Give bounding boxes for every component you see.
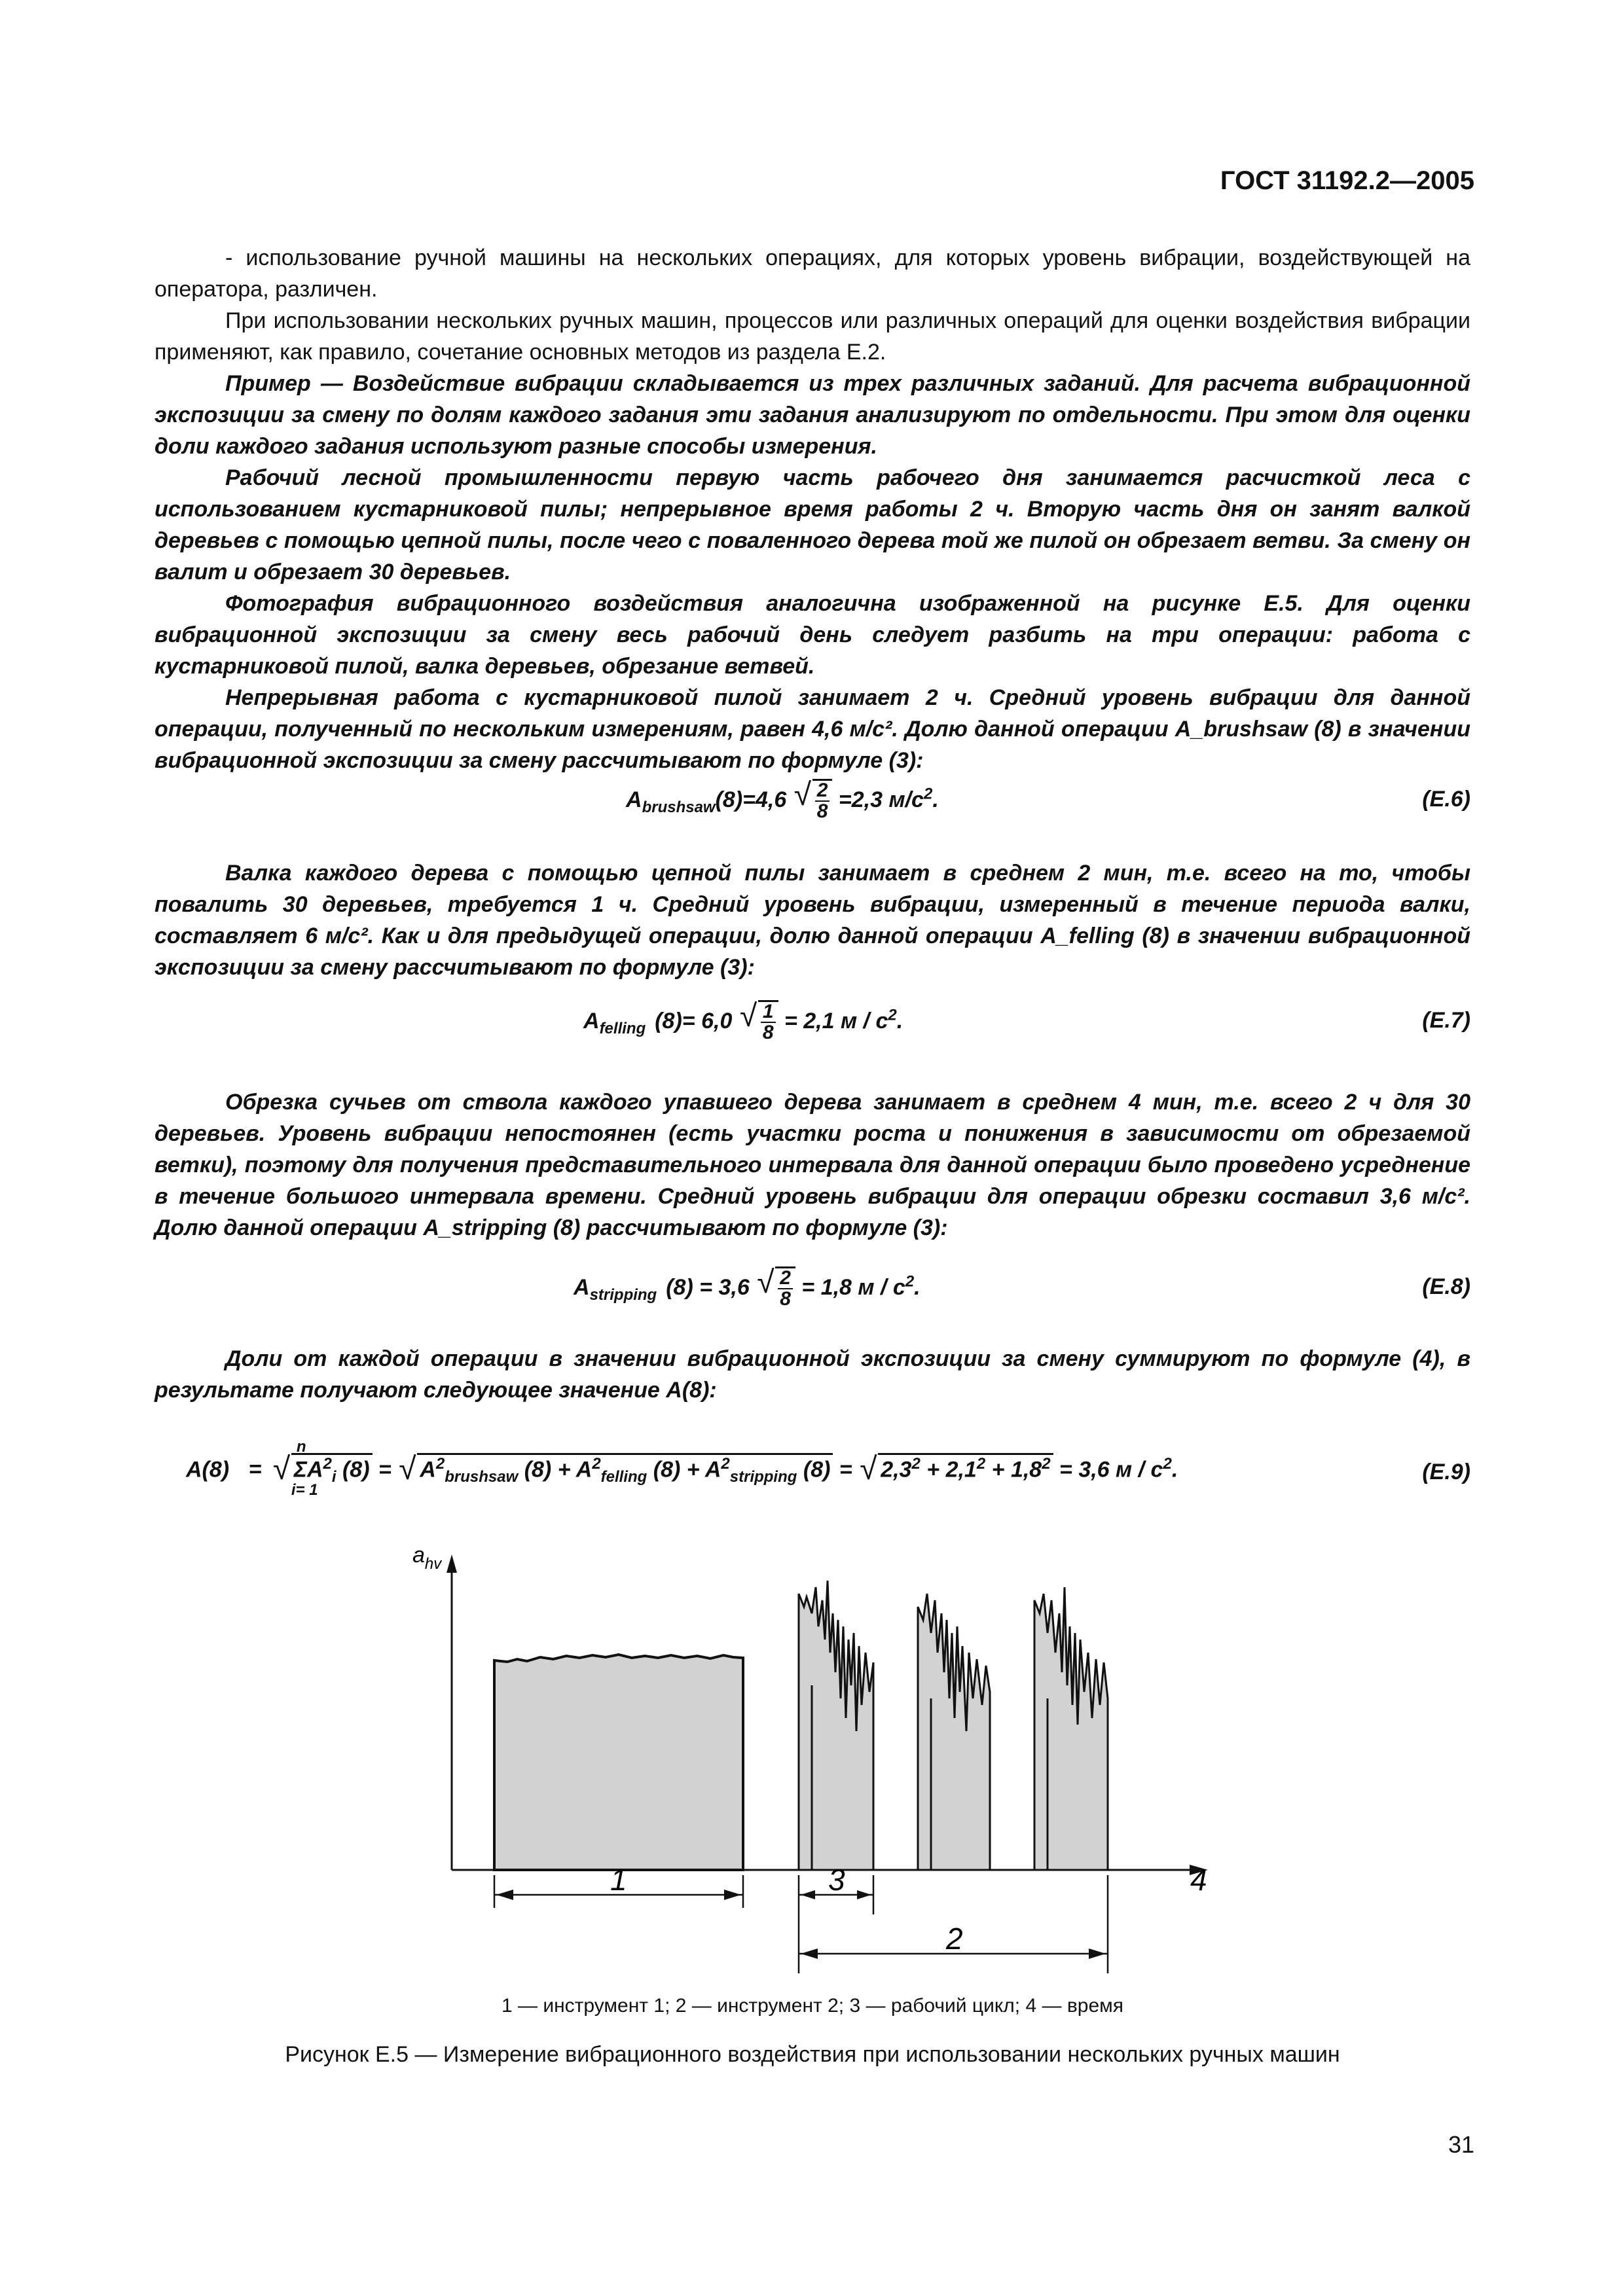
arrow-left-icon xyxy=(801,1948,818,1959)
vibration-figure xyxy=(393,1522,1244,1980)
paragraph-example: Непрерывная работа с кустарниковой пилой занимает 2 ч. Средний уровень вибрации для данной операции, полученный по нескольким измерениям, равен 4,6 м/с². Долю данной операции A_brushsaw (8) в значении вибрационной экспозиции за смену рассчитывают по формуле (3): xyxy=(155,685,1470,773)
sqrt: √ $\frac{1}{8}$ xyxy=(758,1000,778,1043)
formula-number: (E.6) xyxy=(1422,787,1470,812)
tool-2-cycle-2 xyxy=(918,1594,990,1870)
y-axis-label: $a_{hv}$ xyxy=(412,1543,442,1573)
paragraph-example: Рабочий лесной промышленности первую часть рабочего дня занимается расчисткой леса с использованием кустарниковой пилы; непрерывное время работы 2 ч. Вторую часть дня он занят валкой деревьев с помощью цепной пилы, после чего с поваленного дерева той же пилой он обрезает ветви. За смену он валит и обрезает 30 деревьев. xyxy=(155,465,1470,584)
formula-number: (E.8) xyxy=(1422,1274,1470,1299)
formula-number: (E.9) xyxy=(1422,1460,1470,1484)
page-number: 31 xyxy=(1448,2131,1474,2158)
figure-legend: 1 — инструмент 1; 2 — инструмент 2; 3 — рабочий цикл; 4 — время xyxy=(501,1995,1123,2017)
sqrt: √ $\frac{2}{8}$ xyxy=(775,1266,795,1309)
tool-2-cycle-1 xyxy=(799,1581,873,1870)
sqrt: √ $\frac{2}{8}$ xyxy=(812,779,833,821)
arrow-right-icon xyxy=(724,1890,741,1900)
dimension-lines xyxy=(494,1875,1108,1973)
paragraph-example: Пример — Воздействие вибрации складывается из трех различных заданий. Для расчета вибрационной экспозиции за смену по долям каждого задания эти задания анализируют по отдельности. При этом для оценки доли каждого задания используют разные способы измерения. xyxy=(155,371,1470,459)
formula-e7: $A_{felling}$ (8)= 6,0 √ $\frac{1}{8}$ = 2,1 м / $с^2$. (E.7) xyxy=(155,1000,1470,1052)
body-block-2 xyxy=(155,857,1470,983)
dimension-arrows xyxy=(496,1890,1106,1959)
body-block-1 xyxy=(155,242,1470,776)
figure-caption: Рисунок Е.5 — Измерение вибрационного воздействия при использовании нескольких ручных машин xyxy=(285,2042,1340,2067)
sqrt: √ n $\Sigma A^2_i$ (8) i= 1 xyxy=(291,1453,373,1486)
sqrt: √ $2,3^2 + 2,1^2 + 1,8^2$ xyxy=(878,1453,1053,1482)
paragraph: При использовании нескольких ручных машин, процессов или различных операций для оценки воздействия вибрации применяют, как правило, сочетание основных методов из раздела Е.2. xyxy=(155,308,1470,365)
label-2: 2 xyxy=(946,1922,963,1956)
body-block-3 xyxy=(155,1086,1470,1244)
arrow-left-icon xyxy=(496,1890,513,1900)
arrow-right-icon xyxy=(857,1890,871,1899)
paragraph-example: Валка каждого дерева с помощью цепной пилы занимает в среднем 2 мин, т.е. всего на то, чтобы повалить 30 деревьев, требуется 1 ч. Средний уровень вибрации, измеренный в течение периода валки, составляет 6 м/с². Как и для предыдущей операции, долю данной операции A_felling (8) в значении вибрационной экспозиции за смену рассчитывают по формуле (3): xyxy=(155,861,1470,980)
paragraph: - использование ручной машины на нескольких операциях, для которых уровень вибрации, воздействующей на оператора, различен. xyxy=(155,245,1470,302)
label-4: 4 xyxy=(1190,1863,1207,1897)
formula-e9: A(8) = √ n $\Sigma A^2_i$ (8) i= 1 = √ $A^2_{brushsaw}$ $(8) + A^2_{felling}$ $(8) + A^2_{stripping}$ (8) = √ $2,3^2 + 2,1^2 + 1,8^2 = 3,6$ м / $с^2$. (E.9) xyxy=(155,1446,1470,1518)
label-1: 1 xyxy=(610,1863,627,1897)
sqrt: √ $A^2_{brushsaw}$ $(8) + A^2_{felling}$ $(8) + A^2_{stripping}$ (8) xyxy=(417,1453,833,1486)
paragraph-example: Доли от каждой операции в значении вибрационной экспозиции за смену суммируют по формуле (4), в результате получают следующее значение A(8): xyxy=(155,1346,1470,1403)
paragraph-example: Фотография вибрационного воздействия аналогична изображенной на рисунке Е.5. Для оценки вибрационной экспозиции за смену весь рабочий день следует разбить на три операции: работа с кустарниковой пилой, валка деревьев, обрезание ветвей. xyxy=(155,591,1470,679)
formula-e6: $A_{brushsaw}(8)=4,6$ √ $\frac{2}{8}$ =2,3 $м/с^2$. (E.6) xyxy=(155,779,1470,831)
formula-number: (E.7) xyxy=(1422,1008,1470,1033)
tool-2-cycle-3 xyxy=(1034,1587,1108,1870)
label-3: 3 xyxy=(828,1863,845,1897)
paragraph-example: Обрезка сучьев от ствола каждого упавшего дерева занимает в среднем 4 мин, т.е. всего 2 ч для 30 деревьев. Уровень вибрации непостоянен (есть участки роста и понижения в зависимости от обрезаемой ветки), поэтому для получения представительного интервала для данной операции было проведено усреднение в течение большого интервала времени. Средний уровень вибрации для операции обрезки составил 3,6 м/с². Долю данной операции A_stripping (8) рассчитывают по формуле (3): xyxy=(155,1090,1470,1240)
standard-code: ГОСТ 31192.2—2005 xyxy=(1220,166,1474,195)
y-axis-arrow-icon xyxy=(447,1554,457,1573)
y-axis xyxy=(447,1554,457,1870)
arrow-left-icon xyxy=(801,1890,815,1899)
formula-e8: $A_{stripping}$ (8) = 3,6 √ $\frac{2}{8}$ = 1,8 м / $с^2$. (E.8) xyxy=(155,1266,1470,1319)
tool-1-block xyxy=(494,1655,743,1870)
arrow-right-icon xyxy=(1089,1948,1106,1959)
body-block-4 xyxy=(155,1343,1470,1406)
